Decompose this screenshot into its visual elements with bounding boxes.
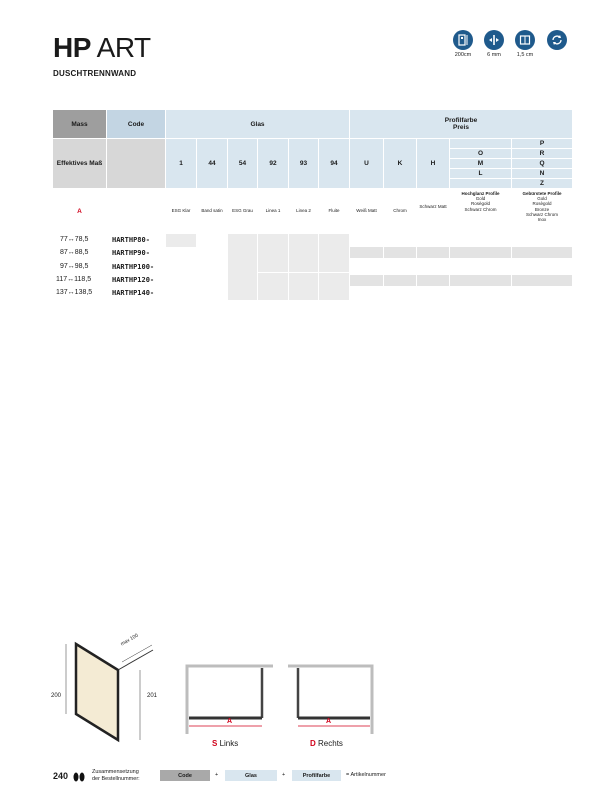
spec-reversible (542, 30, 572, 52)
glass-name: ESG Grau (232, 208, 253, 213)
glass-panel (76, 644, 118, 740)
hg-blank (450, 139, 511, 148)
gb-letter: Z (512, 179, 572, 188)
glass-name: Band satin (201, 208, 223, 213)
spec-height: 200cm (448, 30, 478, 58)
a-dimension-label: A (77, 207, 82, 215)
glas-header: Glas (166, 110, 349, 138)
profile-code: H (417, 139, 449, 188)
glass-code: 44 (197, 139, 227, 188)
row-size: 137↔138,5 (56, 289, 93, 296)
glass-code: 1 (166, 139, 196, 188)
profile-name: Schwarz Matt (419, 204, 447, 209)
hg-letter: O (450, 149, 511, 158)
glass-code: 94 (319, 139, 349, 188)
glass-name: Linea 1 (265, 208, 281, 213)
dim-top-label: max 100 (119, 632, 140, 648)
profile-code: U (350, 139, 383, 188)
order-composition-label: Zusammensetzung der Bestellnummer: (92, 769, 140, 782)
glass-name: Linea 2 (296, 208, 311, 213)
glass-code: 92 (258, 139, 288, 188)
glass-code: 54 (228, 139, 257, 188)
glass-name: Fluite (328, 208, 340, 213)
rechts-caption: D Rechts (310, 739, 343, 748)
links-caption: S Links (212, 739, 239, 748)
code-spacer (107, 139, 165, 188)
reversible-icon (547, 30, 567, 50)
code-header: Code (107, 110, 165, 138)
row-size: 87↔88,5 (60, 249, 89, 256)
gb-letter: P (512, 139, 572, 148)
support-bar (118, 650, 153, 670)
panel-3d-drawing (48, 632, 178, 744)
footer-code-box: Code (160, 770, 210, 781)
spec-profile: 1,5 cm (510, 30, 540, 58)
page-subtitle: DUSCHTRENNWAND (53, 69, 137, 78)
page-title: HP ART (53, 32, 151, 63)
footer-glas-box: Glas (225, 770, 277, 781)
height-label-right: 201 (147, 693, 158, 699)
hochglanz-list: Hochglanz Profile Gold Rosègold Schwarz Chrom (461, 191, 500, 212)
rechts-a-label: A (326, 718, 332, 725)
profilfarbe-header: Profilfarbe Preis (350, 110, 572, 138)
spec-thickness: 6 mm (479, 30, 509, 58)
plus-sign: + (215, 772, 219, 778)
row-code: HARTHP80- (112, 236, 150, 244)
row-code: HARTHP90- (112, 249, 150, 257)
profile-name: Chrom (393, 208, 407, 213)
row-size: 77↔78,5 (60, 236, 89, 243)
effektives-mass: Effektives Maß (53, 139, 106, 188)
glass-name: ESG Klar (171, 208, 191, 213)
glass-code: 93 (289, 139, 318, 188)
profile-code: K (384, 139, 416, 188)
mass-header: Mass (53, 110, 106, 138)
brand-logo-icon (72, 772, 86, 782)
footer-profil-box: Profilfarbe (292, 770, 341, 781)
links-a-label: A (227, 718, 233, 725)
page-number: 240 (53, 771, 69, 781)
gb-letter: R (512, 149, 572, 158)
equals-sign: = Artikelnummer (346, 772, 386, 778)
height-icon (453, 30, 473, 50)
row-size: 117↔118,5 (56, 276, 92, 283)
hg-blank (450, 179, 511, 188)
glass-col-white (197, 234, 227, 300)
gebuerstete-list: Gebürstete Profile Gold Rosègold Bronze Schwarz Chrom Inox (522, 191, 562, 222)
plus-sign: + (282, 772, 286, 778)
glass-thickness-icon (484, 30, 504, 50)
row-code: HARTHP140- (112, 289, 155, 297)
row-code: HARTHP120- (112, 276, 155, 284)
hg-letter: M (450, 159, 511, 168)
row-size: 97↔98,5 (60, 263, 89, 270)
height-label-left: 200 (51, 693, 62, 699)
glass-col-white (166, 247, 196, 300)
gb-letter: N (512, 169, 572, 178)
profile-name: Weiß Matt (356, 208, 377, 213)
hg-letter: L (450, 169, 511, 178)
row-code: HARTHP100- (112, 263, 155, 271)
profile-icon (515, 30, 535, 50)
gb-letter: Q (512, 159, 572, 168)
